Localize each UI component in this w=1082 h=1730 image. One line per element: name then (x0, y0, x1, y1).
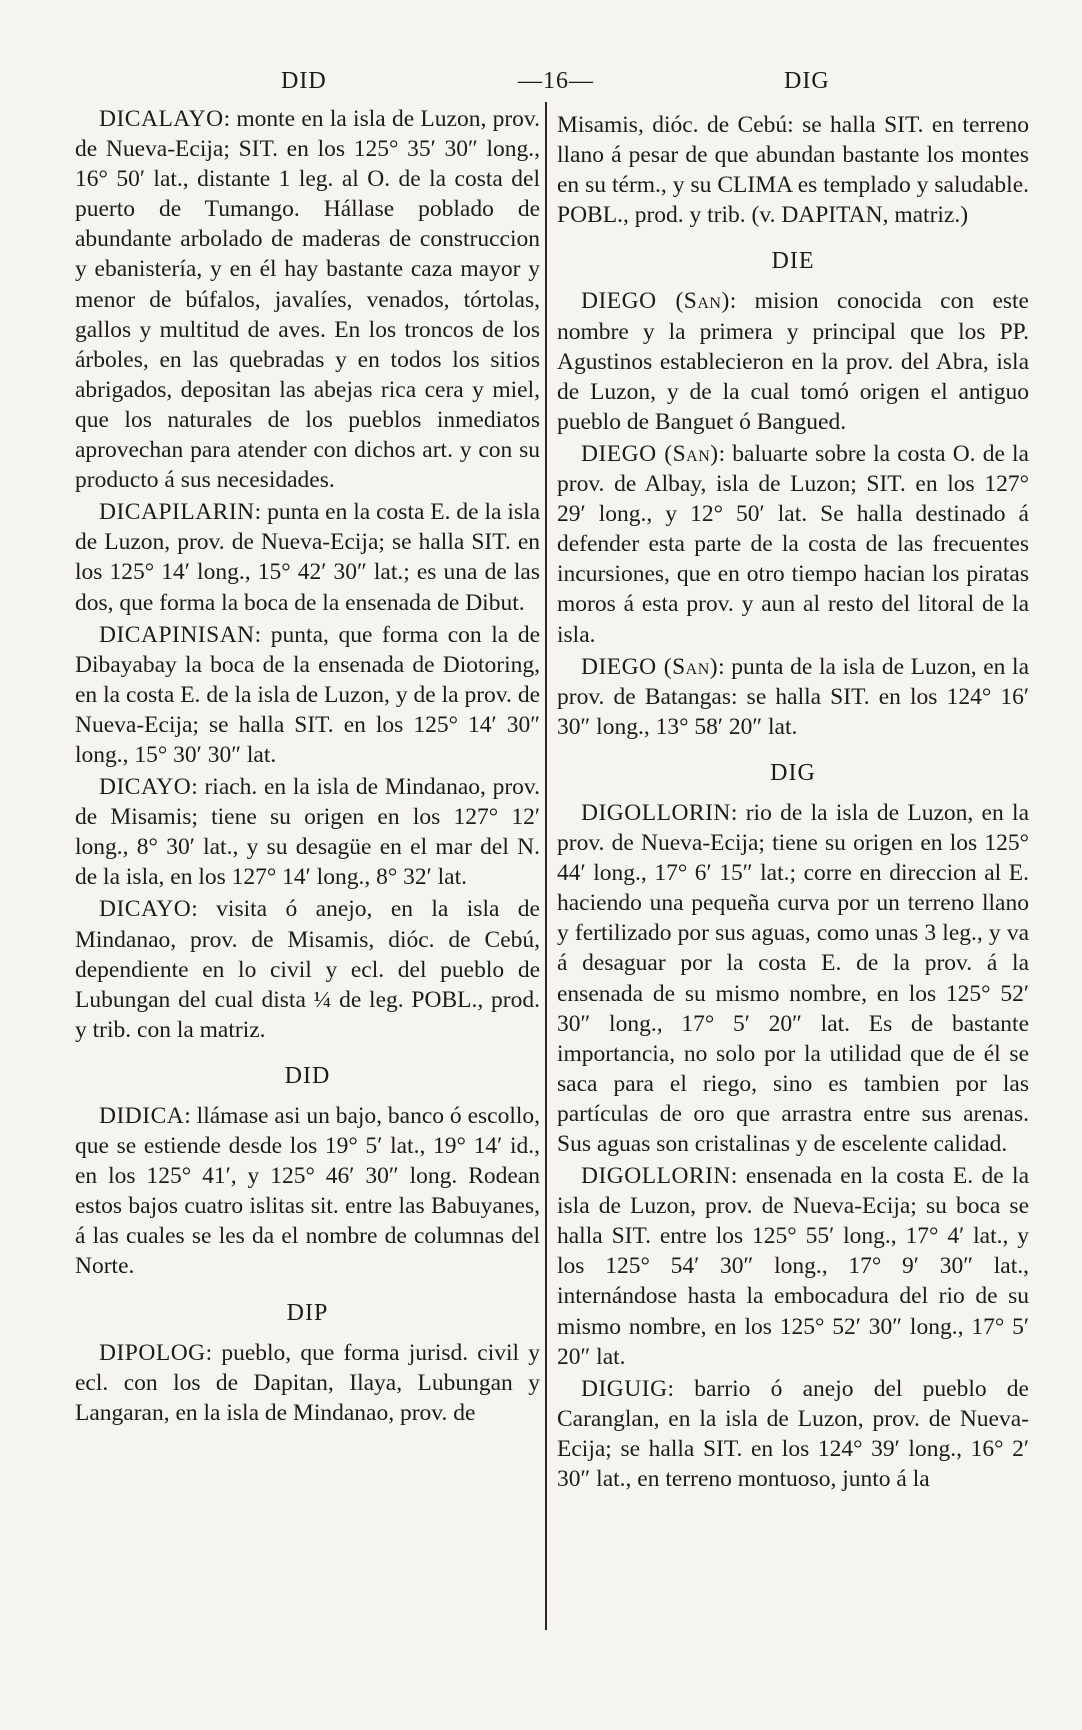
entry-dicalayo: DICALAYO: monte en la isla de Luzon, prov. de Nueva-Ecija; SIT. en los 125° 35′ 30″ long., 16° 50′ lat., distante 1 leg. al O. de la costa del puerto de Tumango. Hállase poblado de abundante arbolado de maderas de construccion y ebanistería, y en él hay bastante caza mayor y menor de búfalos, javalíes, venados, tórtolas, gallos y multitud de aves. En los troncos de los árboles, en las quebradas y en todos los sitios abrigados, depositan las abejas rica cera y miel, que los naturales de los pueblos inmediatos aprovechan para atender con dichos art. y con su producto á sus necesidades. (75, 106, 541, 494)
left-column (75, 104, 540, 1430)
entry-text: visita ó anejo, en la isla de Mindanao, prov. de Misamis, dióc. de Cebú, dependiente en lo civil y ecl. del pueblo de Lubungan del cual dista ¼ de leg. POBL., prod. y trib. con la matriz. (75, 896, 540, 1043)
entry-diego-punta: DIEGO (San): punta de la isla de Luzon, en la prov. de Batangas: se halla SIT. en los 124° 16′ 30″ long., 13° 58′ 20″ lat. (557, 653, 1030, 740)
page-header (0, 68, 1082, 104)
entry-diguig: DIGUIG: barrio ó anejo del pueblo de Caranglan, en la isla de Luzon, prov. de Nueva-Ecija; se halla SIT. en los 124° 39′ long., 16° 2′ 30″ lat., en terreno montuoso, junto á la (557, 1375, 1029, 1493)
section-heading-dig: DIG (770, 759, 816, 786)
entry-term: DICAPILARIN (99, 499, 255, 526)
entry-dipolog: DIPOLOG: pueblo, que forma jurisd. civil y ecl. con los de Dapitan, Ilaya, Lubungan y Langaran, en la isla de Mindanao, prov. de (75, 1339, 540, 1426)
entry-diego-baluarte: DIEGO (San): baluarte sobre la costa O. de la prov. de Albay, isla de Luzon; SIT. en los 127° 29′ long., y 12° 50′ lat. Se halla destinado á defender esta parte de la costa de las frecuentes incursiones, que en otro tiempo hacian los piratas moros á esta prov. y aun al resto del litoral de la isla. (557, 440, 1029, 648)
entry-term: DIEGO (San) (581, 288, 730, 315)
entry-term: DIGOLLORIN (581, 799, 731, 826)
column-divider (545, 102, 547, 1630)
entry-term: DIEGO (San) (581, 440, 719, 467)
section-heading-die: DIE (771, 248, 815, 275)
section-heading-did: DID (284, 1062, 331, 1089)
right-column (557, 110, 1029, 1496)
section-heading-dip: DIP (286, 1299, 329, 1326)
entry-digollorin-rio: DIGOLLORIN: rio de la isla de Luzon, en la prov. de Nueva-Ecija; tiene su origen en los 125° 44′ long., 17° 6′ 15″ lat.; corre en direccion al E. haciendo una pequeña curva por un terreno llano y fertilizado por sus aguas, como unas 3 leg., y va á desaguar por la costa E. de la prov. á la ensenada de su mismo nombre, en los 125° 52′ 30″ long., 17° 5′ 20″ lat. Es de bastante importancia, no solo por la utilidad que de él se saca para el riego, sino es tambien por las partículas de oro que arrastra entre sus arenas. Sus aguas son cristalinas y de escelente calidad. (557, 799, 1030, 1157)
entry-term: DIEGO (San) (581, 653, 719, 680)
entry-diego-mision: DIEGO (San): mision conocida con este nombre y la primera y principal que los PP. Agustinos establecieron en la prov. del Abra, isla de Luzon, y de la cual tomó origen el antiguo pueblo de Banguet ó Bangued. (557, 288, 1029, 435)
entry-term: DICALAYO (99, 106, 224, 132)
entry-term: DIPOLOG (99, 1339, 206, 1366)
entry-text: ensenada en la costa E. de la isla de Luzon, prov. de Nueva-Ecija; su boca se halla SIT. entre los 125° 55′ long., 17° 4′ lat., y los 125° 54′ 30″ long., 17° 9′ 30″ lat., internándose hasta la embocadura del rio de su mismo nombre, en los 125° 52′ 30″ long., 17° 5′ 20″ lat. (557, 1163, 1030, 1370)
entry-text: punta en la costa E. de la isla de Luzon, prov. de Nueva-Ecija; se halla SIT. en los 125° 14′ long., 15° 42′ 30″ lat.; es una de las dos, que forma la boca de la ensenada de Dibut. (75, 499, 541, 616)
entry-text: barrio ó anejo del pueblo de Caranglan, en la isla de Luzon, prov. de Nueva-Ecija; se halla SIT. en los 124° 39′ long., 16° 2′ 30″ lat., en terreno montuoso, junto á la (557, 1375, 1029, 1493)
entry-text: punta, que forma con la de Dibayabay la boca de la ensenada de Diotoring, en la costa E. de la isla de Luzon, y de la prov. de Nueva-Ecija; se halla SIT. en los 125° 14′ 30″ long., 15° 30′ 30″ lat. (75, 621, 541, 768)
entry-text: baluarte sobre la costa O. de la prov. de Albay, isla de Luzon; SIT. en los 127° 29′ long., y 12° 50′ lat. Se halla destinado á defender esta parte de la costa de las frecuentes incursiones, que en otro tiempo hacian los piratas moros á esta prov. y aun al resto del litoral de la isla. (557, 440, 1029, 648)
entry-text: riach. en la isla de Mindanao, prov. de Misamis; tiene su origen en los 127° 12′ long., 8° 30′ lat., y su desagüe en el mar del N. de la isla, en los 127° 14′ long., 8° 32′ lat. (75, 774, 540, 891)
entry-text: pueblo, que forma jurisd. civil y ecl. con los de Dapitan, Ilaya, Lubungan y Langaran, en la isla de Mindanao, prov. de (75, 1339, 540, 1426)
entry-dicayo-riach: DICAYO: riach. en la isla de Mindanao, prov. de Misamis; tiene su origen en los 127° 12′ long., 8° 30′ lat., y su desagüe en el mar del N. de la isla, en los 127° 14′ long., 8° 32′ lat. (75, 774, 540, 891)
page-number: —16— (518, 68, 594, 94)
entry-dicayo-visita: DICAYO: visita ó anejo, en la isla de Mindanao, prov. de Misamis, dióc. de Cebú, dependiente en lo civil y ecl. del pueblo de Lubungan del cual dista ¼ de leg. POBL., prod. y trib. con la matriz. (75, 896, 540, 1043)
entry-dipolog-continuation: Misamis, dióc. de Cebú: se halla SIT. en terreno llano á pesar de que abundan bastante los montes en su térm., y su CLIMA es templado y saludable. POBL., prod. y trib. (v. DAPITAN, matriz.) (557, 112, 1029, 229)
header-right-guide-word: DIG (784, 68, 830, 94)
entry-term: DICAYO (99, 896, 192, 923)
entry-didica: DIDICA: llámase asi un bajo, banco ó escollo, que se estiende desde los 19° 5′ lat., 19° 14′ id., en los 125° 41′, y 125° 46′ 30″ long. Rodean estos bajos cuatro islitas sit. entre las Babuyanes, á las cuales se les da el nombre de columnas del Norte. (75, 1103, 541, 1280)
entry-term: DIGUIG (581, 1375, 668, 1402)
entry-term: DICAYO (99, 774, 192, 801)
entry-dicapilarin: DICAPILARIN: punta en la costa E. de la isla de Luzon, prov. de Nueva-Ecija; se halla SIT. en los 125° 14′ long., 15° 42′ 30″ lat.; es una de las dos, que forma la boca de la ensenada de Dibut. (75, 499, 541, 616)
entry-text: mision conocida con este nombre y la primera y principal que los PP. Agustinos establecieron en la prov. del Abra, isla de Luzon, y de la cual tomó origen el antiguo pueblo de Banguet ó Bangued. (557, 288, 1029, 435)
entry-dicapinisan: DICAPINISAN: punta, que forma con la de Dibayabay la boca de la ensenada de Diotoring, en la costa E. de la isla de Luzon, y de la prov. de Nueva-Ecija; se halla SIT. en los 125° 14′ 30″ long., 15° 30′ 30″ lat. (75, 621, 541, 768)
entry-term: DICAPINISAN (99, 621, 255, 648)
entry-digollorin-ensenada: DIGOLLORIN: ensenada en la costa E. de la isla de Luzon, prov. de Nueva-Ecija; su boca se halla SIT. entre los 125° 55′ long., 17° 4′ lat., y los 125° 54′ 30″ long., 17° 9′ 30″ lat., internándose hasta la embocadura del rio de su mismo nombre, en los 125° 52′ 30″ long., 17° 5′ 20″ lat. (557, 1163, 1030, 1370)
entry-term: DIGOLLORIN (581, 1163, 731, 1190)
entry-term: DIDICA (99, 1103, 185, 1129)
header-left-guide-word: DID (281, 68, 327, 94)
entry-text: punta de la isla de Luzon, en la prov. de Batangas: se halla SIT. en los 124° 16′ 30″ long., 13° 58′ 20″ lat. (557, 653, 1030, 740)
entry-text: rio de la isla de Luzon, en la prov. de Nueva-Ecija; tiene su origen en los 125° 44′ long., 17° 6′ 15″ lat.; corre en direccion al E. haciendo una pequeña curva por un terreno llano y fertilizado por sus aguas, como unas 3 leg., y va á desaguar por la costa E. de la prov. á la ensenada de su mismo nombre, en los 125° 52′ 30″ long., 17° 5′ 20″ lat. Es de bastante importancia, no solo por la utilidad que de él se saca para el riego, sino es tambien por las partículas de oro que arrastra entre sus arenas. Sus aguas son cristalinas y de escelente calidad. (557, 799, 1030, 1157)
entry-text: llámase asi un bajo, banco ó escollo, que se estiende desde los 19° 5′ lat., 19° 14′ id., en los 125° 41′, y 125° 46′ 30″ long. Rodean estos bajos cuatro islitas sit. entre las Babuyanes, á las cuales se les da el nombre de columnas del Norte. (75, 1103, 541, 1280)
entry-text: monte en la isla de Luzon, prov. de Nueva-Ecija; SIT. en los 125° 35′ 30″ long., 16° 50′ lat., distante 1 leg. al O. de la costa del puerto de Tumango. Hállase poblado de abundante arbolado de maderas de construccion y ebanistería, y en él hay bastante caza mayor y menor de búfalos, javalíes, venados, tórtolas, gallos y multitud de aves. En los troncos de los árboles, en las quebradas y en todos los sitios abrigados, depositan las abejas rica cera y miel, que los naturales de los pueblos inmediatos aprovechan para atender con dichos art. y con su producto á sus necesidades. (75, 106, 541, 494)
